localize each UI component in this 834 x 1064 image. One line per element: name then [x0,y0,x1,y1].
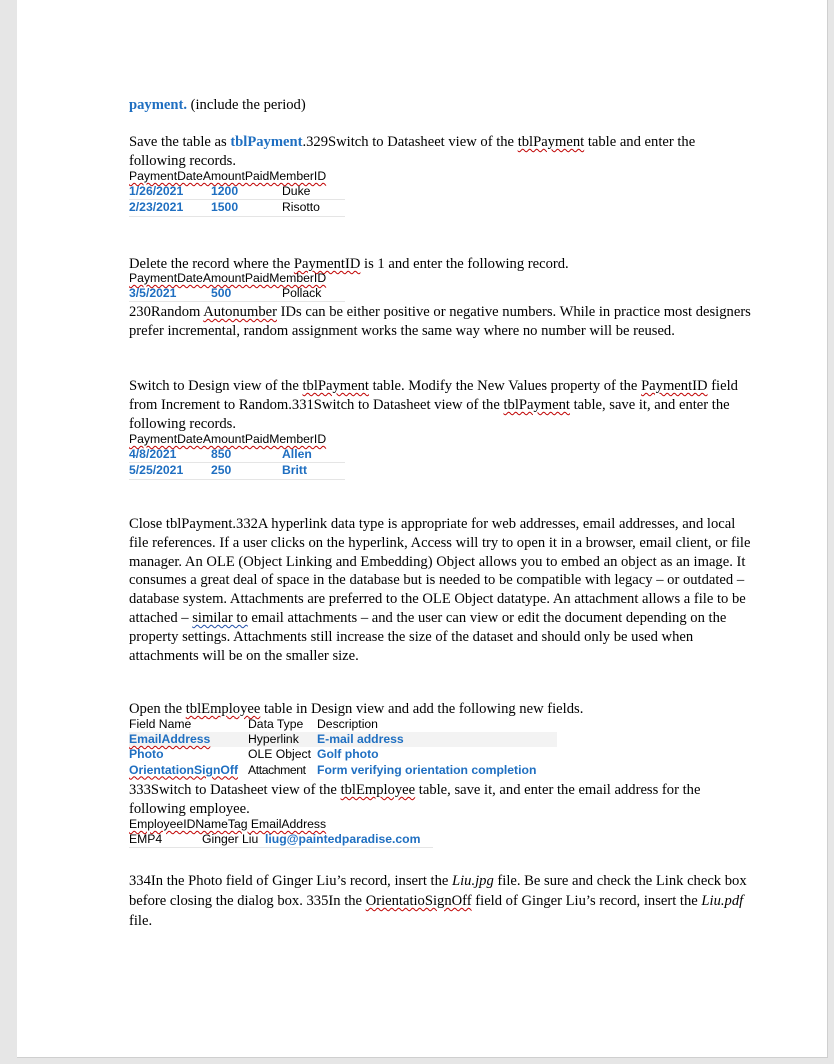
table-name: tblPayment [503,396,570,413]
member-cell: Allen [282,447,312,462]
data-type-cell: Hyperlink [248,732,299,747]
text-run: email attachments – and the user can view or edit the document depending on the property settings. Attachments still increase the size of the dataset and should only be used when attachments will be on the smaller size. [129,609,727,664]
table-name: tblPayment [517,134,585,150]
text-run: Switch to Design view of the [129,378,303,394]
employee-id-cell: EMP4 [129,832,163,847]
table-header: EmployeeIDNameTag EmailAddress [129,817,327,831]
amount-cell: 1200 [211,184,239,199]
table-row [129,747,557,762]
field-name-cell: EmailAddress [129,732,211,747]
table-row [129,832,433,848]
table-header-row [129,817,433,832]
file-name: Liu.pdf [701,893,744,909]
description-cell: E-mail address [317,732,404,747]
table-row [129,184,345,200]
field-name: PaymentID [641,378,708,394]
email-address-cell: liug@paintedparadise.com [265,832,421,847]
instruction-paragraph [129,133,753,171]
instruction-paragraph [129,96,753,115]
table-header-row [129,169,345,184]
text-run: table, save it, and enter the following records. [129,396,730,432]
text-run: table and enter the following records. [129,134,696,169]
table-name: tblEmployee [340,782,416,798]
amount-cell: 850 [211,447,232,462]
text-run: field of Ginger Liu’s record, insert the [471,893,702,909]
field-name-cell: Photo [129,747,164,762]
table-header-row [129,717,557,732]
amount-cell: 500 [211,286,232,301]
document-page [17,0,828,1058]
payment-date-cell: 4/8/2021 [129,447,177,462]
term: Autonumber [203,304,277,320]
description-cell: Golf photo [317,747,379,762]
data-type-cell: OLE Object [248,747,311,762]
text-run: IDs can be either positive or negative numbers. While in practice most designers prefer incremental, random assignment works the same way where no number will be reused. [129,304,751,339]
text-run: similar to [192,609,248,626]
name-tag-cell: Ginger Liu [202,832,259,847]
text-run: (include the period) [186,97,306,113]
file-name: Liu.jpg [452,873,494,889]
text-run: file. [129,913,153,929]
table-row [129,732,557,747]
text-run: table in Design view and add the following new fields. [260,701,584,717]
member-cell: Pollack [282,286,322,301]
instruction-paragraph [129,781,753,819]
text-run: Close tblPayment.332A hyperlink data type is appropriate for web addresses, email addresses, and local file references. If a user clicks on the hyperlink, Access will try to open it in a browser, email client, or file manager. An OLE (Object Linking and Embedding) Object allows you to embed an object as an image. It consumes a great deal of space in the database but is needed to be compatible with legacy – or outdated – database system. Attachments are preferred to the OLE Object datatype. An attachment allows a file to be attached – [129,516,751,626]
table-row [129,286,345,302]
description-cell: Form verifying orientation completion [317,762,537,777]
field-name: PaymentID [293,256,361,272]
text-run: 333Switch to Datasheet view of the [129,782,341,798]
text-run: 230Random [129,304,204,320]
payment-records-table [129,432,345,480]
text-run: field from Increment to Random.331Switch to Datasheet view of the [129,378,738,413]
payment-date-cell: 5/25/2021 [129,463,184,478]
text-run: is 1 and enter the following record. [360,256,569,272]
employee-fields-table [129,717,557,778]
instruction-paragraph [129,700,753,719]
text-run: Delete the record where the [129,256,294,272]
table-name: tblPayment [302,378,369,394]
payment-date-cell: 2/23/2021 [129,200,184,215]
instruction-paragraph [129,377,753,433]
field-name-header: Field Name [129,717,192,731]
table-name: tblPayment [230,134,303,150]
table-header-row [129,271,345,286]
text-run: Open the [129,701,186,717]
member-cell: Britt [282,463,308,478]
table-row [129,200,345,216]
member-cell: Risotto [282,200,320,215]
data-type-cell: Attachment [248,762,306,777]
amount-cell: 1500 [211,200,239,215]
text-run: 334In the Photo field of Ginger Liu’s record, insert the [129,873,453,889]
text-run: table. Modify the New Values property of the [368,378,642,394]
payment-date-cell: 3/5/2021 [129,286,177,301]
employee-record-table [129,817,433,848]
table-row [129,763,557,778]
table-row [129,463,345,479]
bold-term: payment. [129,97,187,113]
text-run: file. Be sure and check the Link check box before closing the dialog box. 335In the [129,873,747,909]
text-run: table, save it, and enter the email address for the following employee. [129,782,701,817]
instruction-paragraph [129,515,753,665]
data-type-header: Data Type [248,717,304,731]
field-name: OrientatioSignOff [365,893,472,909]
payment-date-cell: 1/26/2021 [129,184,184,199]
table-row [129,447,345,463]
field-name-cell: OrientationSignOff [129,762,239,777]
amount-cell: 250 [211,463,232,478]
description-header: Description [317,717,378,731]
table-header: PaymentDateAmountPaidMemberID [129,169,327,183]
text-run: .329Switch to Datasheet view of the [302,134,518,150]
instruction-paragraph [129,871,753,931]
table-name: tblEmployee [185,701,261,717]
payment-records-table [129,169,345,217]
member-cell: Duke [282,184,311,199]
table-header: PaymentDateAmountPaidMemberID [129,432,327,446]
payment-record-table [129,271,345,302]
text-run: Save the table as [129,134,231,150]
instruction-paragraph [129,303,753,341]
table-header: PaymentDateAmountPaidMemberID [129,271,327,285]
table-header-row [129,432,345,447]
